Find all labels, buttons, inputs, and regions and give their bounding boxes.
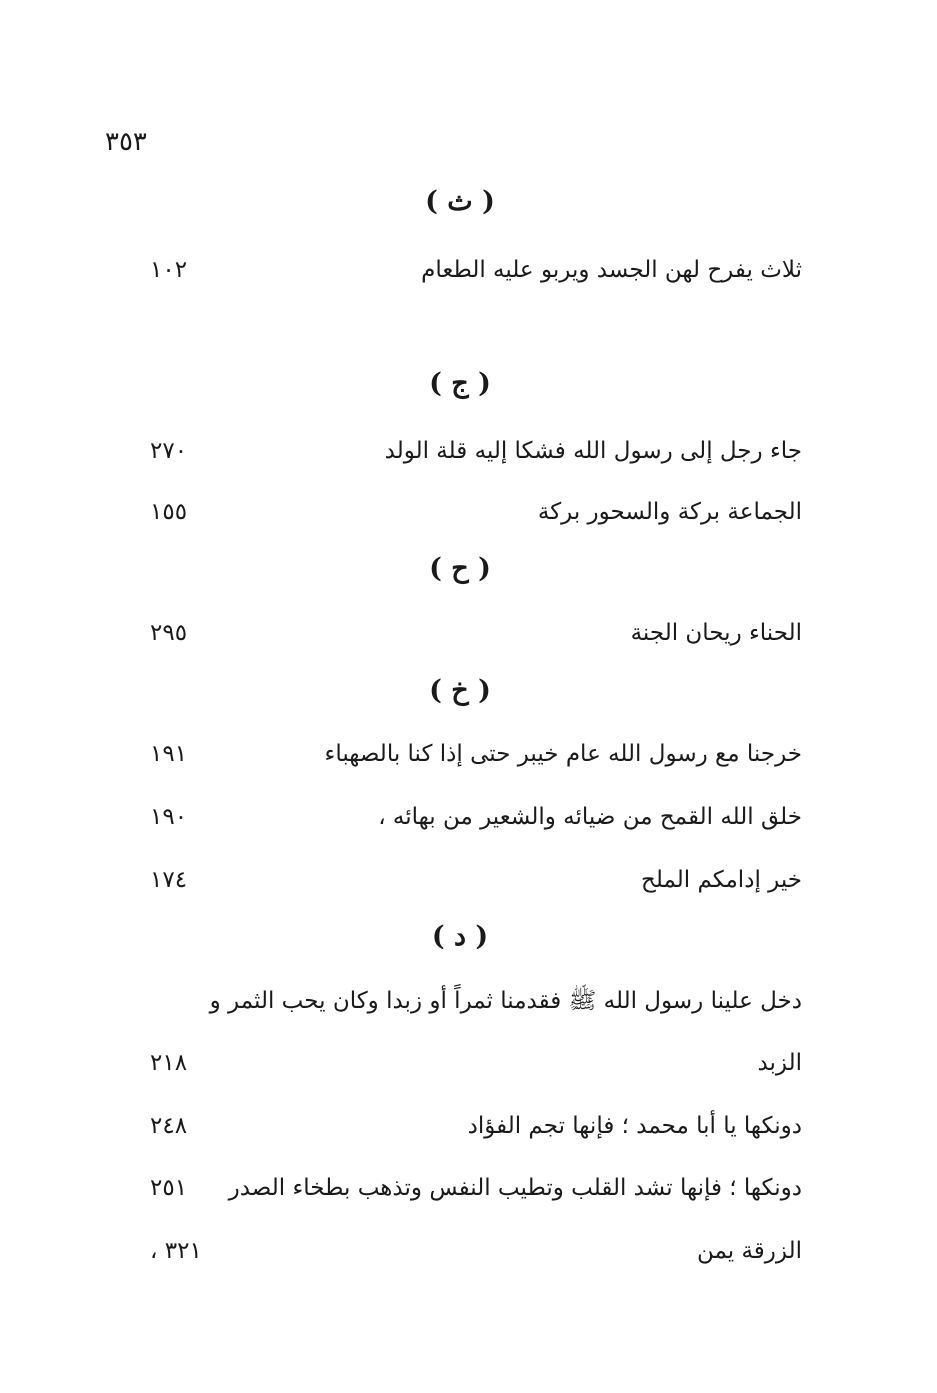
entry-page: ٣٢١ ، <box>150 1238 202 1264</box>
entry-text: خرجنا مع رسول الله عام خيبر حتى إذا كنا بالصهباء <box>324 741 802 767</box>
entry-text: خير إدامكم الملح <box>641 867 802 893</box>
entry-text: جاء رجل إلى رسول الله فشكا إليه قلة الولد <box>384 438 802 464</box>
entry-text: الحناء ريحان الجنة <box>630 620 802 646</box>
section-heading-jim: ( ج ) <box>429 368 491 399</box>
entry-page: ٢٥١ <box>150 1175 188 1201</box>
entry-page: ٢٩٥ <box>150 620 188 646</box>
entry-text: ثلاث يفرح لهن الجسد ويربو عليه الطعام <box>421 257 802 283</box>
entry-text: الزرقة يمن <box>696 1238 802 1264</box>
entry-page: ١٥٥ <box>150 499 188 525</box>
entry-page: ٢١٨ <box>150 1050 188 1076</box>
entry-text: الجماعة بركة والسحور بركة <box>537 499 802 525</box>
section-heading-ha: ( ح ) <box>429 553 491 584</box>
entry-page: ١٧٤ <box>150 867 188 893</box>
entry-page: ١٩١ <box>150 741 188 767</box>
section-heading-kha: ( خ ) <box>429 675 491 706</box>
section-heading-tha: ( ث ) <box>425 186 495 217</box>
page-number: ٣٥٣ <box>105 127 147 157</box>
entry-text: الزبد <box>757 1050 802 1076</box>
entry-text: دونكها ؛ فإنها تشد القلب وتطيب النفس وتذهب بطخاء الصدر <box>228 1175 802 1201</box>
entry-page: ١٩٠ <box>150 804 188 830</box>
entry-text: خلق الله القمح من ضيائه والشعير من بهائه ، <box>378 804 802 830</box>
section-heading-dal: ( د ) <box>431 921 489 952</box>
entry-page: ١٠٢ <box>150 257 188 283</box>
entry-text: دخل علينا رسول الله ﷺ فقدمنا ثمراً أو زبدا وكان يحب الثمر و <box>209 988 802 1014</box>
entry-page: ٢٧٠ <box>150 438 188 464</box>
entry-text: دونكها يا أبا محمد ؛ فإنها تجم الفؤاد <box>467 1113 802 1139</box>
entry-page: ٢٤٨ <box>150 1113 188 1139</box>
